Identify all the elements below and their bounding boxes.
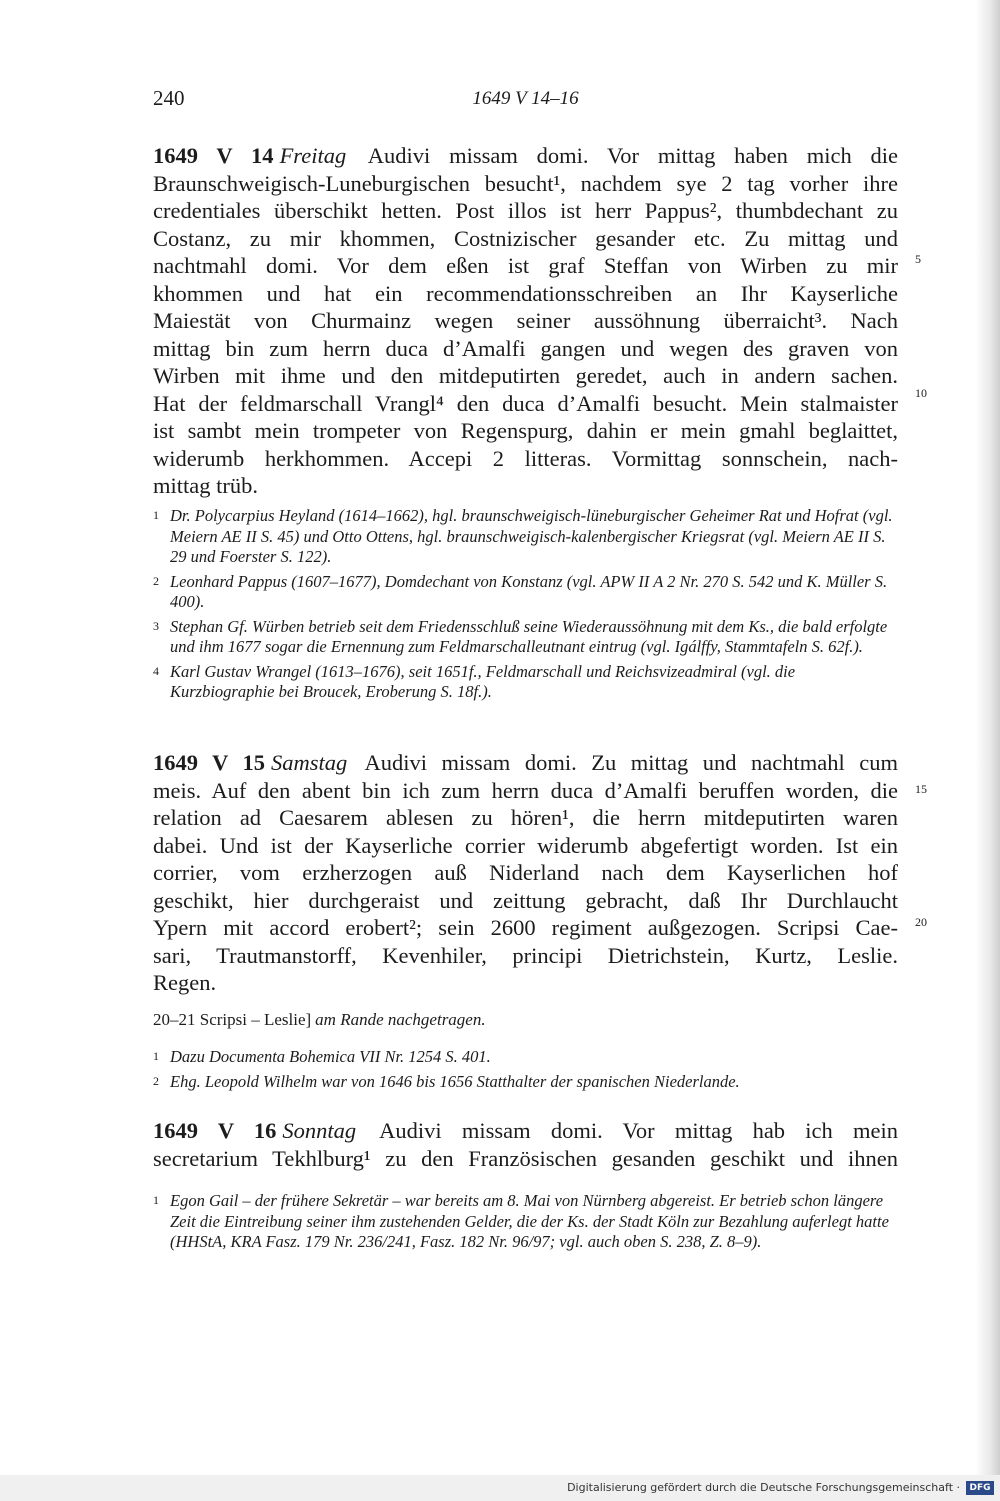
- entry-line: corrier, vom erzherzogen auß Niderland nach dem Kayserlichen hof: [153, 860, 898, 885]
- diary-entry-1649-v-16: [153, 1117, 898, 1172]
- entry-line: Audivi missam domi. Zu mittag und nachtmahl cum: [364, 750, 898, 775]
- footnote-mark: 2: [153, 1073, 159, 1088]
- entry-day: Samstag: [270, 750, 348, 775]
- entry-line: Audivi missam domi. Vor mittag haben mich die: [367, 143, 898, 168]
- entry-line: Ypern mit accord erobert²; sein 2600 regiment außgezogen. Scripsi Cae-: [153, 915, 898, 940]
- footnote: [153, 506, 898, 568]
- entry-line: Braunschweigisch-Luneburgischen besucht¹, nachdem sye 2 tag vorher ihre: [153, 170, 898, 196]
- footnote-mark: 2: [153, 573, 159, 588]
- entry-line: relation ad Caesarem ablesen zu hören¹, die herrn mitdeputirten waren: [153, 805, 898, 830]
- note-reference: 20–21 Scripsi – Leslie]: [153, 1010, 312, 1029]
- diary-entry-1649-v-14: [153, 142, 898, 500]
- page-header: [153, 86, 898, 116]
- entry-day: Sonntag: [282, 1118, 357, 1143]
- footnote-mark: 1: [153, 1049, 159, 1063]
- note-text: am Rande nachgetragen.: [315, 1010, 486, 1029]
- entry-line: Wirben mit ihme und den mitdeputirten geredet, auch in andern sachen.: [153, 363, 898, 388]
- dfg-logo: DFG: [966, 1481, 994, 1495]
- entry-line: Hat der feldmarschall Vrangl⁴ den duca d’Amalfi besucht. Mein stalmaister: [153, 390, 898, 416]
- page-number: 240: [153, 86, 185, 110]
- footnotes-block-1: [153, 506, 898, 707]
- line-number-marker: 20: [915, 915, 927, 929]
- line-number-marker: 5: [915, 252, 921, 266]
- entry-line: mittag trüb.: [153, 473, 258, 498]
- footnote-mark: 1: [153, 508, 159, 522]
- footnote-mark: 3: [153, 618, 159, 633]
- footnote-mark: 4: [153, 663, 159, 678]
- entry-line: widerumb herkhommen. Accepi 2 litteras. Vormittag sonnschein, nach-: [153, 445, 898, 471]
- footnote-text: Egon Gail – der frühere Sekretär – war bereits am 8. Mai von Nürnberg abgereist. Er betrieb schon längere Zeit die Eintreibung seiner ihm zustehenden Gelder, die der Ks. der Stadt Köln zur Bezahlung auferlegt hatte (HHStA, KRA Fasz. 179 Nr. 236/241, Fasz. 182 Nr. 96/97; vgl. auch oben S. 238, Z. 8–9).: [170, 1191, 889, 1251]
- entry-text: [153, 1117, 898, 1172]
- entry-line: Audivi missam domi. Vor mittag hab ich mein: [379, 1118, 898, 1143]
- line-number-marker: 10: [915, 386, 927, 400]
- footnote: [153, 1047, 898, 1068]
- digitization-credit: Digitalisierung gefördert durch die Deutsche Forschungsgemeinschaft ·: [0, 1475, 1000, 1501]
- entry-day: Freitag: [279, 143, 347, 168]
- footnote: [153, 617, 898, 658]
- footnote-text: Stephan Gf. Würben betrieb seit dem Friedensschluß seine Wiederaussöhnung mit dem Ks., die bald erfolgte und ihm 1677 sogar die Ernennung zum Feldmarschalleutnant eintrug (vgl. Igálffy, Stammtafeln S. 62f.).: [170, 616, 888, 656]
- entry-line: secretarium Tekhlburg¹ zu den Französischen gesanden geschikt und ihnen: [153, 1145, 898, 1171]
- entry-line: Regen.: [153, 970, 217, 995]
- footnote-text: Leonhard Pappus (1607–1677), Domdechant von Konstanz (vgl. APW II A 2 Nr. 270 S. 542 und K. Müller S. 400).: [170, 571, 888, 611]
- entry-text: [153, 749, 898, 997]
- footnote-text: Dr. Polycarpius Heyland (1614–1662), hgl. braunschweigisch-lüneburgischer Geheimer Rat und Hofrat (vgl. Meiern AE II S. 45) und Otto Ottens, hgl. braunschweigisch-kalenbergischer Kriegsrat (vgl. Meiern AE II S. 29 und Foerster S. 122).: [170, 506, 893, 566]
- entry-line: Maiestät von Churmainz wegen seiner aussöhnung überraicht³. Nach: [153, 308, 898, 333]
- footnotes-block-2: [153, 1047, 898, 1096]
- entry-date: 1649 V 16: [153, 1118, 277, 1143]
- entry-line: meis. Auf den abent bin ich zum herrn duca d’Amalfi beruffen worden, die: [153, 777, 898, 803]
- entry-date: 1649 V 15: [153, 750, 265, 775]
- editorial-note: [153, 1010, 898, 1030]
- entry-line: Costanz, zu mir khommen, Costnizischer gesander etc. Zu mittag und: [153, 225, 898, 251]
- footnote-text: Dazu Documenta Bohemica VII Nr. 1254 S. 401.: [170, 1047, 491, 1066]
- entry-line: ist sambt mein trompeter von Regenspurg, dahin er mein gmahl beglaittet,: [153, 418, 898, 443]
- footnote-mark: 1: [153, 1193, 159, 1207]
- footnote: [153, 1191, 898, 1253]
- line-number-marker: 15: [915, 782, 927, 796]
- footnote: [153, 572, 898, 613]
- diary-entry-1649-v-15: [153, 749, 898, 997]
- entry-line: credentiales überschikt hetten. Post illos ist herr Pappus², thumbdechant zu: [153, 198, 898, 223]
- footnotes-block-3: [153, 1191, 898, 1257]
- entry-date: 1649 V 14: [153, 143, 274, 168]
- entry-line: sari, Trautmanstorff, Kevenhiler, principi Dietrichstein, Kurtz, Leslie.: [153, 942, 898, 968]
- footnote-text: Karl Gustav Wrangel (1613–1676), seit 1651f., Feldmarschall und Reichsvizeadmiral (vgl. die Kurzbiographie bei Broucek, Eroberung S. 18f.).: [170, 661, 796, 701]
- footnote: [153, 1072, 898, 1093]
- entry-line: geschikt, hier durchgeraist und zeittung gebracht, daß Ihr Durchlaucht: [153, 887, 898, 913]
- entry-line: khommen und hat ein recommendationsschreiben an Ihr Kayserliche: [153, 280, 898, 306]
- entry-line: mittag bin zum herrn duca d’Amalfi gangen und wegen des graven von: [153, 335, 898, 361]
- entry-line: dabei. Und ist der Kayserliche corrier widerumb abgefertigt worden. Ist ein: [153, 832, 898, 858]
- entry-text: [153, 142, 898, 500]
- page-edge-shadow: [975, 0, 1000, 1475]
- entry-line: nachtmahl domi. Vor dem eßen ist graf Steffan von Wirben zu mir: [153, 253, 898, 278]
- footnote: [153, 662, 898, 703]
- footnote-text: Ehg. Leopold Wilhelm war von 1646 bis 1656 Statthalter der spanischen Niederlande.: [170, 1071, 740, 1091]
- running-head: 1649 V 14–16: [472, 88, 579, 109]
